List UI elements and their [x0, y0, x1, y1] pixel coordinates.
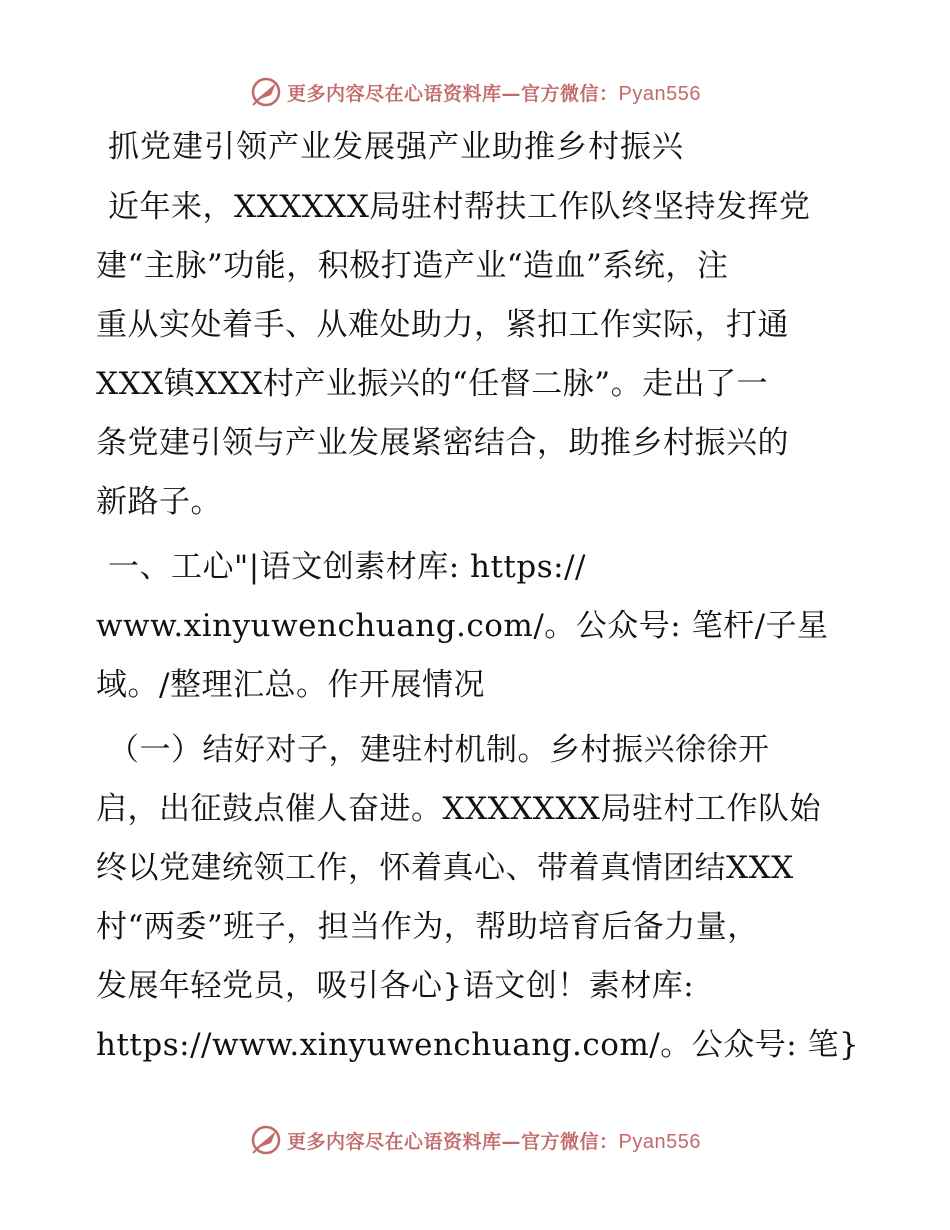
paragraph-line: 村“两委”班子，担当作为，帮助培育后备力量， [96, 909, 759, 945]
paragraph-line: 域。/整理汇总。作开展情况 [96, 667, 485, 703]
header-watermark [0, 72, 950, 112]
quill-pen-logo-icon [249, 1123, 283, 1157]
paragraph-section-heading [96, 538, 866, 715]
paragraph-line: 新路子。 [96, 484, 222, 520]
paragraph-line: 一、工心"|语文创素材库: https:// [108, 549, 586, 585]
watermark-text: 更多内容尽在心语资料库—官方微信：Pyan556 [287, 1130, 701, 1153]
paragraph-line: https://www.xinyuwenchuang.com/。公众号: 笔} [96, 1027, 860, 1063]
paragraph-line: 启，出征鼓点催人奋进。XXXXXXX局驻村工作队始 [96, 791, 821, 827]
paragraph-intro [96, 178, 866, 532]
paragraph-line: 近年来，XXXXXX局驻村帮扶工作队终坚持发挥党 [108, 189, 811, 225]
document-title: 抓党建引领产业发展强产业助推乡村振兴 [108, 129, 684, 165]
document-body [96, 118, 866, 1077]
paragraph-line: 建“主脉”功能，积极打造产业“造血”系统，注 [96, 248, 729, 284]
paragraph-line: 终以党建统领工作，怀着真心、带着真情团结XXX [96, 850, 794, 886]
watermark-text: 更多内容尽在心语资料库—官方微信：Pyan556 [287, 82, 701, 105]
paragraph-line: XXX镇XXX村产业振兴的“任督二脉”。走出了一 [96, 366, 769, 402]
paragraph-line: （一）结好对子，建驻村机制。乡村振兴徐徐开 [108, 732, 770, 768]
quill-pen-logo-icon [249, 75, 283, 109]
paragraph-line: www.xinyuwenchuang.com/。公众号: 笔杆/子星 [96, 608, 829, 644]
paragraph-line: 条党建引领与产业发展紧密结合，助推乡村振兴的 [96, 425, 789, 461]
paragraph-line: 重从实处着手、从难处助力，紧扣工作实际，打通 [96, 307, 789, 343]
footer-watermark [0, 1120, 950, 1160]
paragraph-line: 发展年轻党员，吸引各心}语文创！素材库: [96, 968, 695, 1004]
paragraph-subsection-one [96, 721, 866, 1075]
